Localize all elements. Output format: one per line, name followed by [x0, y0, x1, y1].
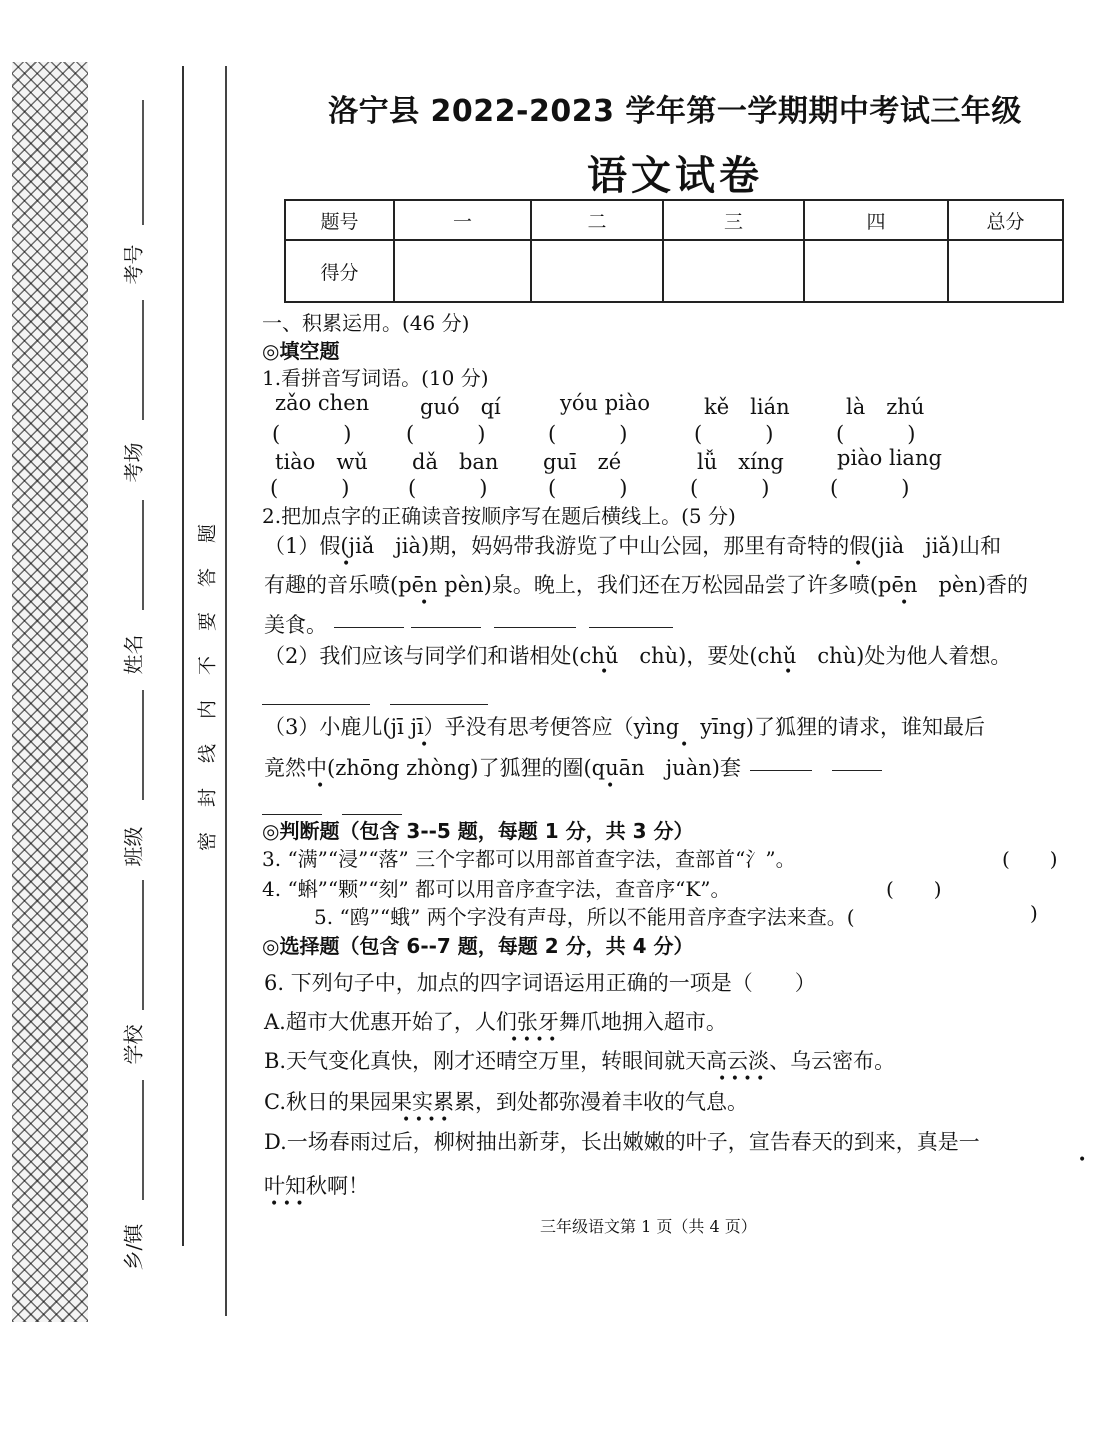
- side-label-name: 姓名: [121, 634, 146, 675]
- exam-title: 洛宁县 2022-2023 学年第一学期期中考试三年级: [328, 94, 1022, 129]
- answer-paren[interactable]: ( ): [830, 476, 910, 500]
- fill-section-title: ◎填空题: [262, 339, 340, 363]
- seal-char: 题: [196, 524, 219, 544]
- side-label-class: 班级: [121, 826, 146, 867]
- option-d-continued[interactable]: 叶知秋啊！: [264, 1174, 369, 1198]
- exam-number-line: [142, 100, 144, 225]
- pinyin: tiào wǔ: [275, 450, 368, 474]
- pinyin: dǎ ban: [412, 450, 499, 474]
- question-2-para-3: 竟然中(zhōng zhòng)了狐狸的圈(quān juàn)套: [264, 756, 741, 780]
- pinyin: yóu piào: [560, 391, 651, 415]
- judge-section-title: ◎判断题（包含 3--5 题，每题 1 分，共 3 分）: [262, 819, 694, 843]
- score-cell: [663, 240, 804, 302]
- page-footer: 三年级语文第 1 页（共 4 页）: [540, 1217, 757, 1236]
- score-header: 三: [663, 200, 804, 240]
- question-2-para-1: 美食。: [264, 613, 327, 637]
- emphasis-dot: •: [600, 664, 609, 680]
- score-header: 二: [531, 200, 663, 240]
- seal-char: 内: [196, 700, 219, 720]
- emphasis-dot: • • •: [270, 1196, 304, 1212]
- answer-paren[interactable]: ( ): [408, 476, 488, 500]
- seal-char: 封: [196, 788, 219, 808]
- binding-margin-pattern: [12, 62, 88, 1322]
- margin-rule-right: [225, 66, 227, 1316]
- answer-paren[interactable]: ( ): [548, 476, 628, 500]
- seal-char: 线: [196, 744, 219, 764]
- score-cell: [531, 240, 663, 302]
- margin-rule-left: [182, 66, 184, 1246]
- exam-subject-title: 语文试卷: [587, 153, 763, 199]
- emphasis-dot: •: [316, 778, 325, 794]
- score-row-label: 得分: [285, 240, 394, 302]
- seal-char: 不: [196, 656, 219, 676]
- choice-section-title: ◎选择题（包含 6--7 题，每题 2 分，共 4 分）: [262, 934, 694, 958]
- question-2-para-1: 有趣的音乐喷(pēn pèn)泉。晚上，我们还在万松园品尝了许多喷(pēn pèn)香的: [264, 573, 1029, 597]
- seal-char: 答: [196, 568, 219, 588]
- emphasis-dot: •: [420, 595, 429, 611]
- emphasis-dot: •: [680, 737, 689, 753]
- pinyin: guó qí: [420, 395, 501, 419]
- exam-room-line: [142, 300, 144, 420]
- score-header: 一: [394, 200, 531, 240]
- side-label-exam-number: 考号: [121, 244, 146, 285]
- pinyin: piào liang: [837, 446, 942, 470]
- school-line: [142, 880, 144, 1010]
- emphasis-dot: • • • •: [718, 1071, 765, 1087]
- emphasis-dot: •: [420, 737, 429, 753]
- pinyin: là zhú: [846, 395, 925, 419]
- answer-blanks[interactable]: [334, 609, 673, 633]
- section-title: 一、积累运用。(46 分): [262, 311, 470, 335]
- question-2-para-1: （1）假(jiǎ jià)期，妈妈带我游览了中山公园，那里有奇特的假(jià jiǎ)山和: [264, 534, 1002, 558]
- option-b[interactable]: B.天气变化真快，刚才还晴空万里，转眼间就天高云淡、乌云密布。: [264, 1049, 896, 1073]
- pinyin: kě lián: [704, 395, 790, 419]
- name-line: [142, 500, 144, 610]
- answer-blanks[interactable]: [750, 752, 882, 776]
- answer-blanks[interactable]: [262, 686, 488, 710]
- question-6: 6. 下列句子中，加点的四字词语运用正确的一项是（ ）: [264, 971, 816, 995]
- emphasis-dot: •: [1078, 1152, 1087, 1168]
- score-header: 题号: [285, 200, 394, 240]
- answer-paren[interactable]: ( ): [270, 476, 350, 500]
- answer-paren[interactable]: ( ): [690, 476, 770, 500]
- seal-char: 要: [196, 612, 219, 632]
- class-line: [142, 690, 144, 800]
- pinyin: zǎo chen: [275, 391, 370, 415]
- side-label-town: 乡/镇: [121, 1223, 146, 1271]
- seal-char: 密: [196, 832, 219, 852]
- pinyin: guī zé: [543, 450, 622, 474]
- answer-paren[interactable]: ( ): [406, 422, 486, 446]
- question-2-title: 2.把加点字的正确读音按顺序写在题后横线上。(5 分): [262, 504, 736, 528]
- question-2-para-3: （3）小鹿儿(jī jī）乎没有思考便答应（yìng yīng)了狐狸的请求，谁知最后: [264, 715, 985, 739]
- question-3: 3. “满”“浸”“落” 三个字都可以用部首查字法，查部首“氵”。: [262, 847, 796, 871]
- answer-paren[interactable]: ( ): [886, 877, 942, 901]
- score-table: [284, 199, 1064, 303]
- emphasis-dot: •: [342, 556, 351, 572]
- pinyin: lǚ xíng: [697, 450, 784, 474]
- answer-paren[interactable]: ( ): [272, 422, 352, 446]
- emphasis-dot: •: [784, 664, 793, 680]
- emphasis-dot: • • • •: [402, 1112, 449, 1128]
- score-header: 总分: [948, 200, 1063, 240]
- emphasis-dot: •: [900, 595, 909, 611]
- score-cell: [804, 240, 948, 302]
- score-header: 四: [804, 200, 948, 240]
- question-2-para-2: （2）我们应该与同学们和谐相处(chǔ chù)，要处(chǔ chù)处为他人着想。: [264, 644, 1012, 668]
- answer-paren[interactable]: ( ): [1002, 847, 1058, 871]
- option-a[interactable]: A.超市大优惠开始了，人们张牙舞爪地拥入超市。: [264, 1010, 727, 1034]
- option-c[interactable]: C.秋日的果园果实累累，到处都弥漫着丰收的气息。: [264, 1090, 748, 1114]
- answer-paren[interactable]: ( ): [836, 422, 916, 446]
- answer-paren-close[interactable]: ): [1030, 901, 1038, 925]
- emphasis-dot: • • • •: [510, 1032, 557, 1048]
- answer-paren[interactable]: ( ): [548, 422, 628, 446]
- town-line: [142, 1080, 144, 1200]
- question-5: 5. “鸥”“蛾” 两个字没有声母，所以不能用音序查字法来查。(: [314, 905, 855, 929]
- side-label-school: 学校: [121, 1024, 146, 1065]
- emphasis-dot: •: [606, 778, 615, 794]
- side-label-exam-room: 考场: [121, 442, 146, 483]
- question-4: 4. “蝌”“颗”“刻” 都可以用音序查字法，查音序“K”。: [262, 877, 731, 901]
- answer-paren[interactable]: ( ): [694, 422, 774, 446]
- emphasis-dot: •: [854, 556, 863, 572]
- score-cell: [948, 240, 1063, 302]
- option-d[interactable]: D.一场春雨过后，柳树抽出新芽，长出嫩嫩的叶子，宣告春天的到来，真是一: [264, 1130, 980, 1154]
- question-1-title: 1.看拼音写词语。(10 分): [262, 366, 489, 390]
- score-cell: [394, 240, 531, 302]
